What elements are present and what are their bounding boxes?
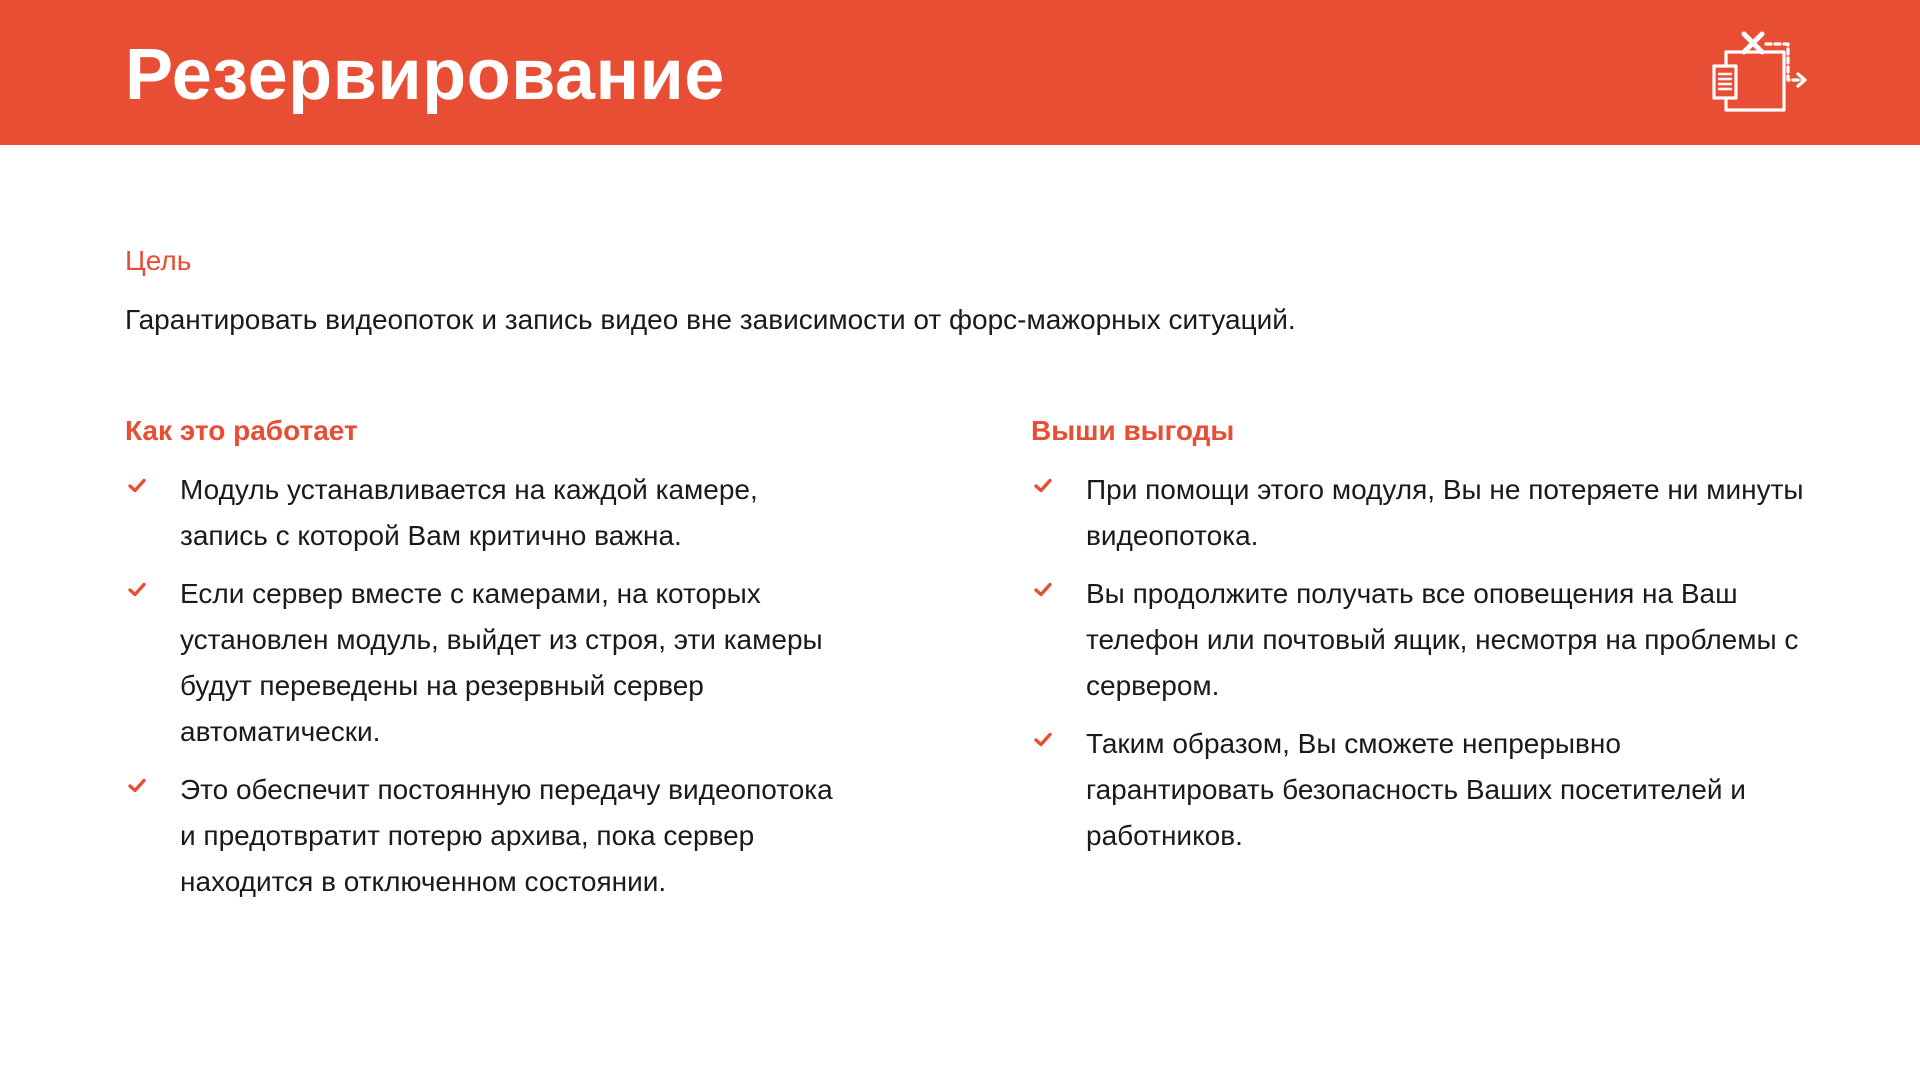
how-it-works-heading: Как это работает	[125, 415, 358, 446]
list-item	[125, 767, 905, 905]
page-title: Резервирование	[125, 35, 725, 115]
checkmark-icon	[128, 778, 146, 793]
checkmark-icon	[128, 582, 146, 597]
list-item-text: При помощи этого модуля, Вы не потеряете ни минуты видеопотока.	[1086, 474, 1804, 551]
benefits-heading: Выши выгоды	[1031, 415, 1235, 446]
list-item-text: Это обеспечит постоянную передачу видеопотока и предотвратит потерю архива, пока сервер находится в отключенном состоянии.	[180, 774, 833, 897]
goal-text: Гарантировать видеопоток и запись видео вне зависимости от форс-мажорных ситуаций.	[125, 304, 1296, 335]
benefits-section	[1031, 412, 1811, 871]
checkmark-icon	[1034, 478, 1052, 493]
list-item	[1031, 571, 1811, 709]
header-bar	[0, 0, 1920, 145]
benefits-list	[1031, 467, 1811, 859]
how-it-works-list	[125, 467, 905, 905]
list-item	[125, 571, 905, 755]
how-it-works-section	[125, 412, 905, 917]
backup-transfer-icon	[1708, 26, 1812, 122]
list-item	[125, 467, 905, 559]
checkmark-icon	[1034, 582, 1052, 597]
checkmark-icon	[128, 478, 146, 493]
list-item-text: Если сервер вместе с камерами, на которых установлен модуль, выйдет из строя, эти камеры будут переведены на резервный сервер автоматически.	[180, 578, 823, 747]
list-item-text: Таким образом, Вы сможете непрерывно гарантировать безопасность Ваших посетителей и работников.	[1086, 728, 1746, 851]
checkmark-icon	[1034, 732, 1052, 747]
list-item-text: Модуль устанавливается на каждой камере, запись с которой Вам критично важна.	[180, 474, 758, 551]
list-item	[1031, 721, 1811, 859]
list-item	[1031, 467, 1811, 559]
list-item-text: Вы продолжите получать все оповещения на Ваш телефон или почтовый ящик, несмотря на проблемы с сервером.	[1086, 578, 1799, 701]
goal-label: Цель	[125, 245, 192, 276]
